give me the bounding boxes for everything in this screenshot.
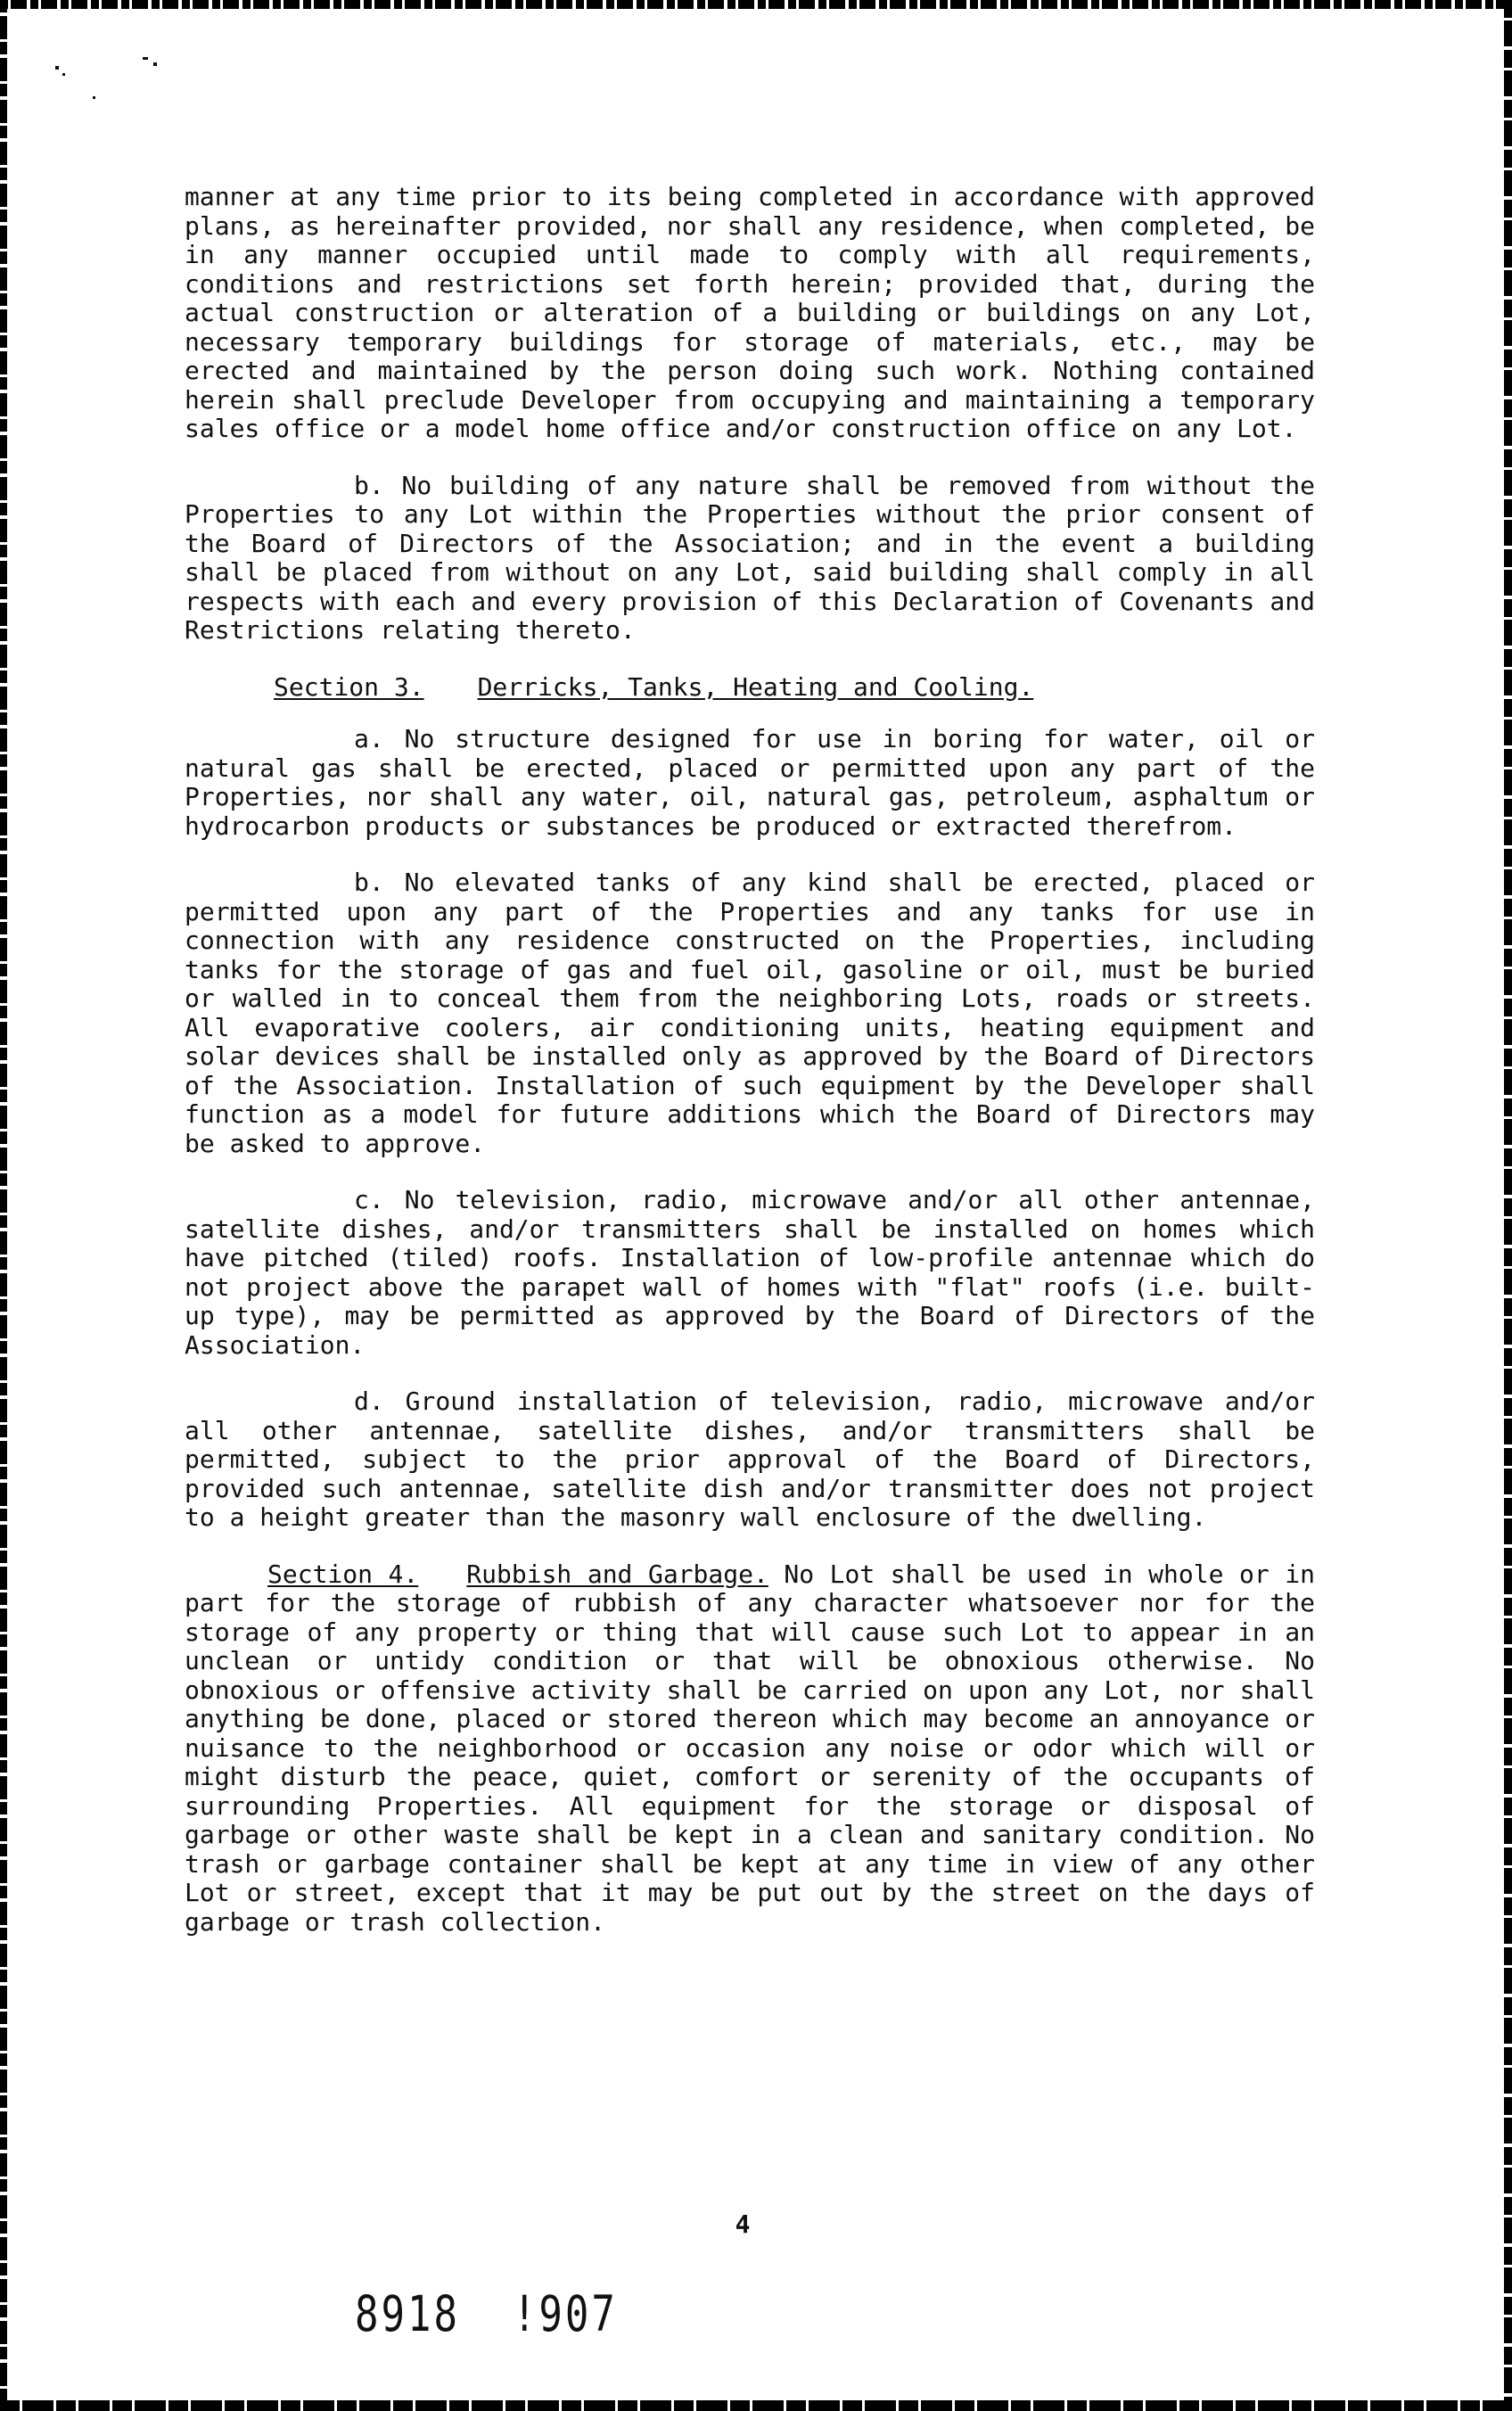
document-stamp-number: 8918 !907 [355,2286,618,2343]
section-4-paragraph [185,1560,1315,1938]
paragraph-3a: a. No structure designed for use in boring for water, oil or natural gas shall be erected, placed or permitted upon any part of the Properties, nor shall any water, oil, natural gas, petroleum, asphaltum or hydrocarbon products or substances be produced or extracted therefrom. [185,724,1315,841]
scan-edge-top [0,0,1512,9]
paragraph-3c: c. No television, radio, microwave and/or all other antennae, satellite dishes, and/or transmitters shall be installed on homes which have pitched (tiled) roofs. Installation of low-profile antennae which do not project above the parapet wall of homes with "flat" roofs (i.e. built-up type), may be permitted as approved by the Board of Directors of the Association. [185,1185,1315,1360]
paragraph-b-building: b. No building of any nature shall be removed from without the Properties to any Lot within the Properties without the prior consent of the Board of Directors of the Association; and in the event a building shall be placed from without on any Lot, said building shall comply in all respects with each and every provision of this Declaration of Covenants and Restrictions relating thereto. [185,470,1315,645]
page-number: 4 [735,2209,751,2239]
paragraph-3d: d. Ground installation of television, radio, microwave and/or all other antennae, satellite dishes, and/or transmitters shall be permitted, subject to the prior approval of the Board of Directors, provided such antennae, satellite dish and/or transmitter does not project to a height greater than the masonry wall enclosure of the dwelling. [185,1387,1315,1532]
paragraph-3b: b. No elevated tanks of any kind shall be erected, placed or permitted upon any part of the Properties and any tanks for use in connection with any residence constructed on the Properties, including tanks for the storage of gas and fuel oil, gasoline or oil, must be buried or walled in to conceal them from the neighboring Lots, roads or streets. All evaporative coolers, air conditioning units, heating equipment and solar devices shall be installed only as approved by the Board of Directors of the Association. Installation of such equipment by the Developer shall function as a model for future additions which the Board of Directors may be asked to approve. [185,868,1315,1158]
scan-specks [53,55,178,109]
section-3-title: Derricks, Tanks, Heating and Cooling. [477,671,1034,702]
scan-edge-bottom [0,2400,1512,2411]
section-3-label: Section 3. [274,671,424,702]
scan-edge-right [1504,0,1512,2411]
paragraph-continuation: manner at any time prior to its being completed in accordance with approved plans, as hereinafter provided, nor shall any residence, when completed, be in any manner occupied until made to comply with all requirements, conditions and restrictions set forth herein; provided that, during the actual construction or alteration of a building or buildings on any Lot, necessary temporary buildings for storage of materials, etc., may be erected and maintained by the person doing such work. Nothing contained herein shall preclude Developer from occupying and maintaining a temporary sales office or a model home office and/or construction office on any Lot. [185,182,1315,443]
section-4-text: No Lot shall be used in whole or in part for the storage of rubbish of any character whatsoever nor for the storage of any property or thing that will cause such Lot to appear in an unclean or untidy condition or that will be obnoxious otherwise. No obnoxious or offensive activity shall be carried on upon any Lot, nor shall anything be done, placed or stored thereon which may become an annoyance or nuisance to the neighborhood or occasion any noise or odor which will or might disturb the peace, quiet, comfort or serenity of the occupants of surrounding Properties. All equipment for the storage or disposal of garbage or other waste shall be kept in a clean and sanitary condition. No trash or garbage container shall be kept at any time in view of any other Lot or street, except that it may be put out by the street on the days of garbage or trash collection. [185,1559,1315,1937]
scan-edge-left [0,0,7,2411]
section-4-label: Section 4. [267,1559,419,1589]
body-text [185,183,1315,1964]
section-4-title: Rubbish and Garbage. [466,1559,768,1589]
section-3-heading [185,673,1315,703]
